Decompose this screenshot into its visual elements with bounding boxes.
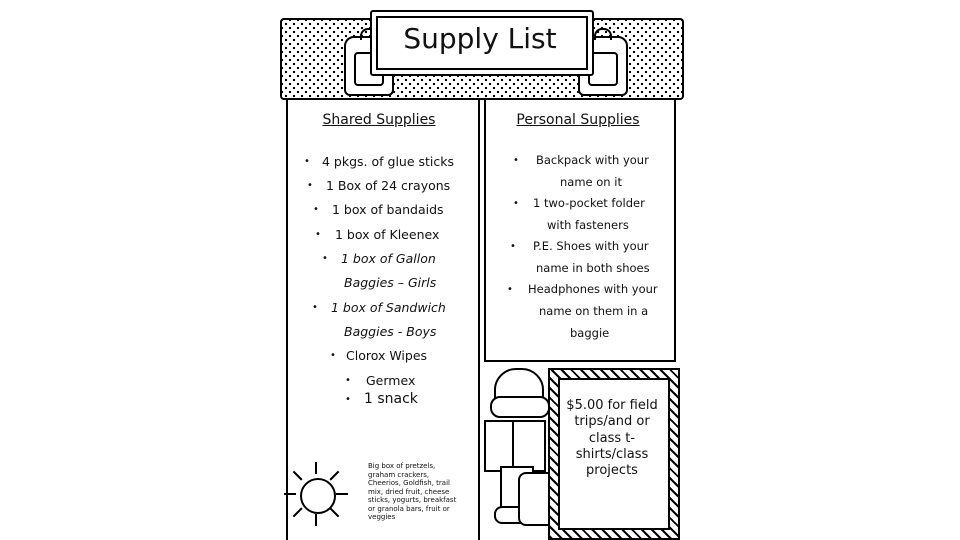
personal-item-continued: with fasteners — [547, 218, 629, 232]
bullet: • — [345, 394, 351, 405]
bullet: • — [312, 302, 318, 313]
shared-item: 1 Box of 24 crayons — [326, 178, 451, 193]
bullet: • — [322, 253, 328, 264]
book-spine — [512, 420, 514, 470]
bullet: • — [330, 350, 336, 361]
shared-item-continued: Baggies - Boys — [344, 324, 437, 339]
sun-ray — [336, 493, 348, 495]
personal-item: Backpack with your — [536, 153, 649, 167]
sun-ray — [284, 493, 296, 495]
bullet: • — [513, 198, 519, 209]
personal-supplies-heading: Personal Supplies — [516, 112, 640, 128]
personal-item-continued: name on them in a — [539, 304, 649, 318]
page-title: Supply List — [403, 22, 557, 55]
personal-item-continued: name in both shoes — [536, 261, 650, 275]
bullet: • — [510, 241, 516, 252]
personal-item: Headphones with your — [528, 282, 658, 296]
shared-item: 4 pkgs. of glue sticks — [322, 154, 455, 169]
shared-supplies-heading: Shared Supplies — [322, 112, 436, 128]
bullet: • — [315, 229, 321, 240]
shared-item: Germex — [366, 373, 416, 388]
bullet: • — [345, 375, 351, 386]
bullet: • — [304, 156, 310, 167]
bullet: • — [513, 155, 519, 166]
goggles-icon — [490, 396, 550, 418]
bullet: • — [313, 204, 319, 215]
personal-item: P.E. Shoes with your — [533, 239, 649, 253]
snack-note: Big box of pretzels, graham crackers, Cheerios, Goldfish, trail mix, dried fruit, cheese sticks, yogurts, breakfast or granola bars, fruit or veggies — [368, 462, 457, 521]
sun-ray — [315, 514, 317, 526]
bullet: • — [507, 284, 513, 295]
personal-item: 1 two-pocket folder — [533, 196, 645, 210]
shared-item: 1 box of Kleenex — [335, 227, 440, 242]
shared-item: 1 box of Gallon — [341, 251, 436, 266]
book-icon — [484, 420, 546, 472]
sun-ray — [315, 462, 317, 474]
personal-item-continued: name on it — [560, 175, 622, 189]
shared-item: 1 snack — [364, 391, 418, 407]
personal-item-continued: baggie — [570, 326, 610, 340]
shared-item: 1 box of Sandwich — [331, 300, 446, 315]
fieldtrip-text: $5.00 for field trips/and or class t-shirts/class projects — [566, 398, 658, 479]
bullet: • — [307, 180, 313, 191]
shared-item: Clorox Wipes — [346, 348, 428, 363]
shared-item-continued: Baggies – Girls — [344, 275, 437, 290]
shared-item: 1 box of bandaids — [332, 202, 444, 217]
